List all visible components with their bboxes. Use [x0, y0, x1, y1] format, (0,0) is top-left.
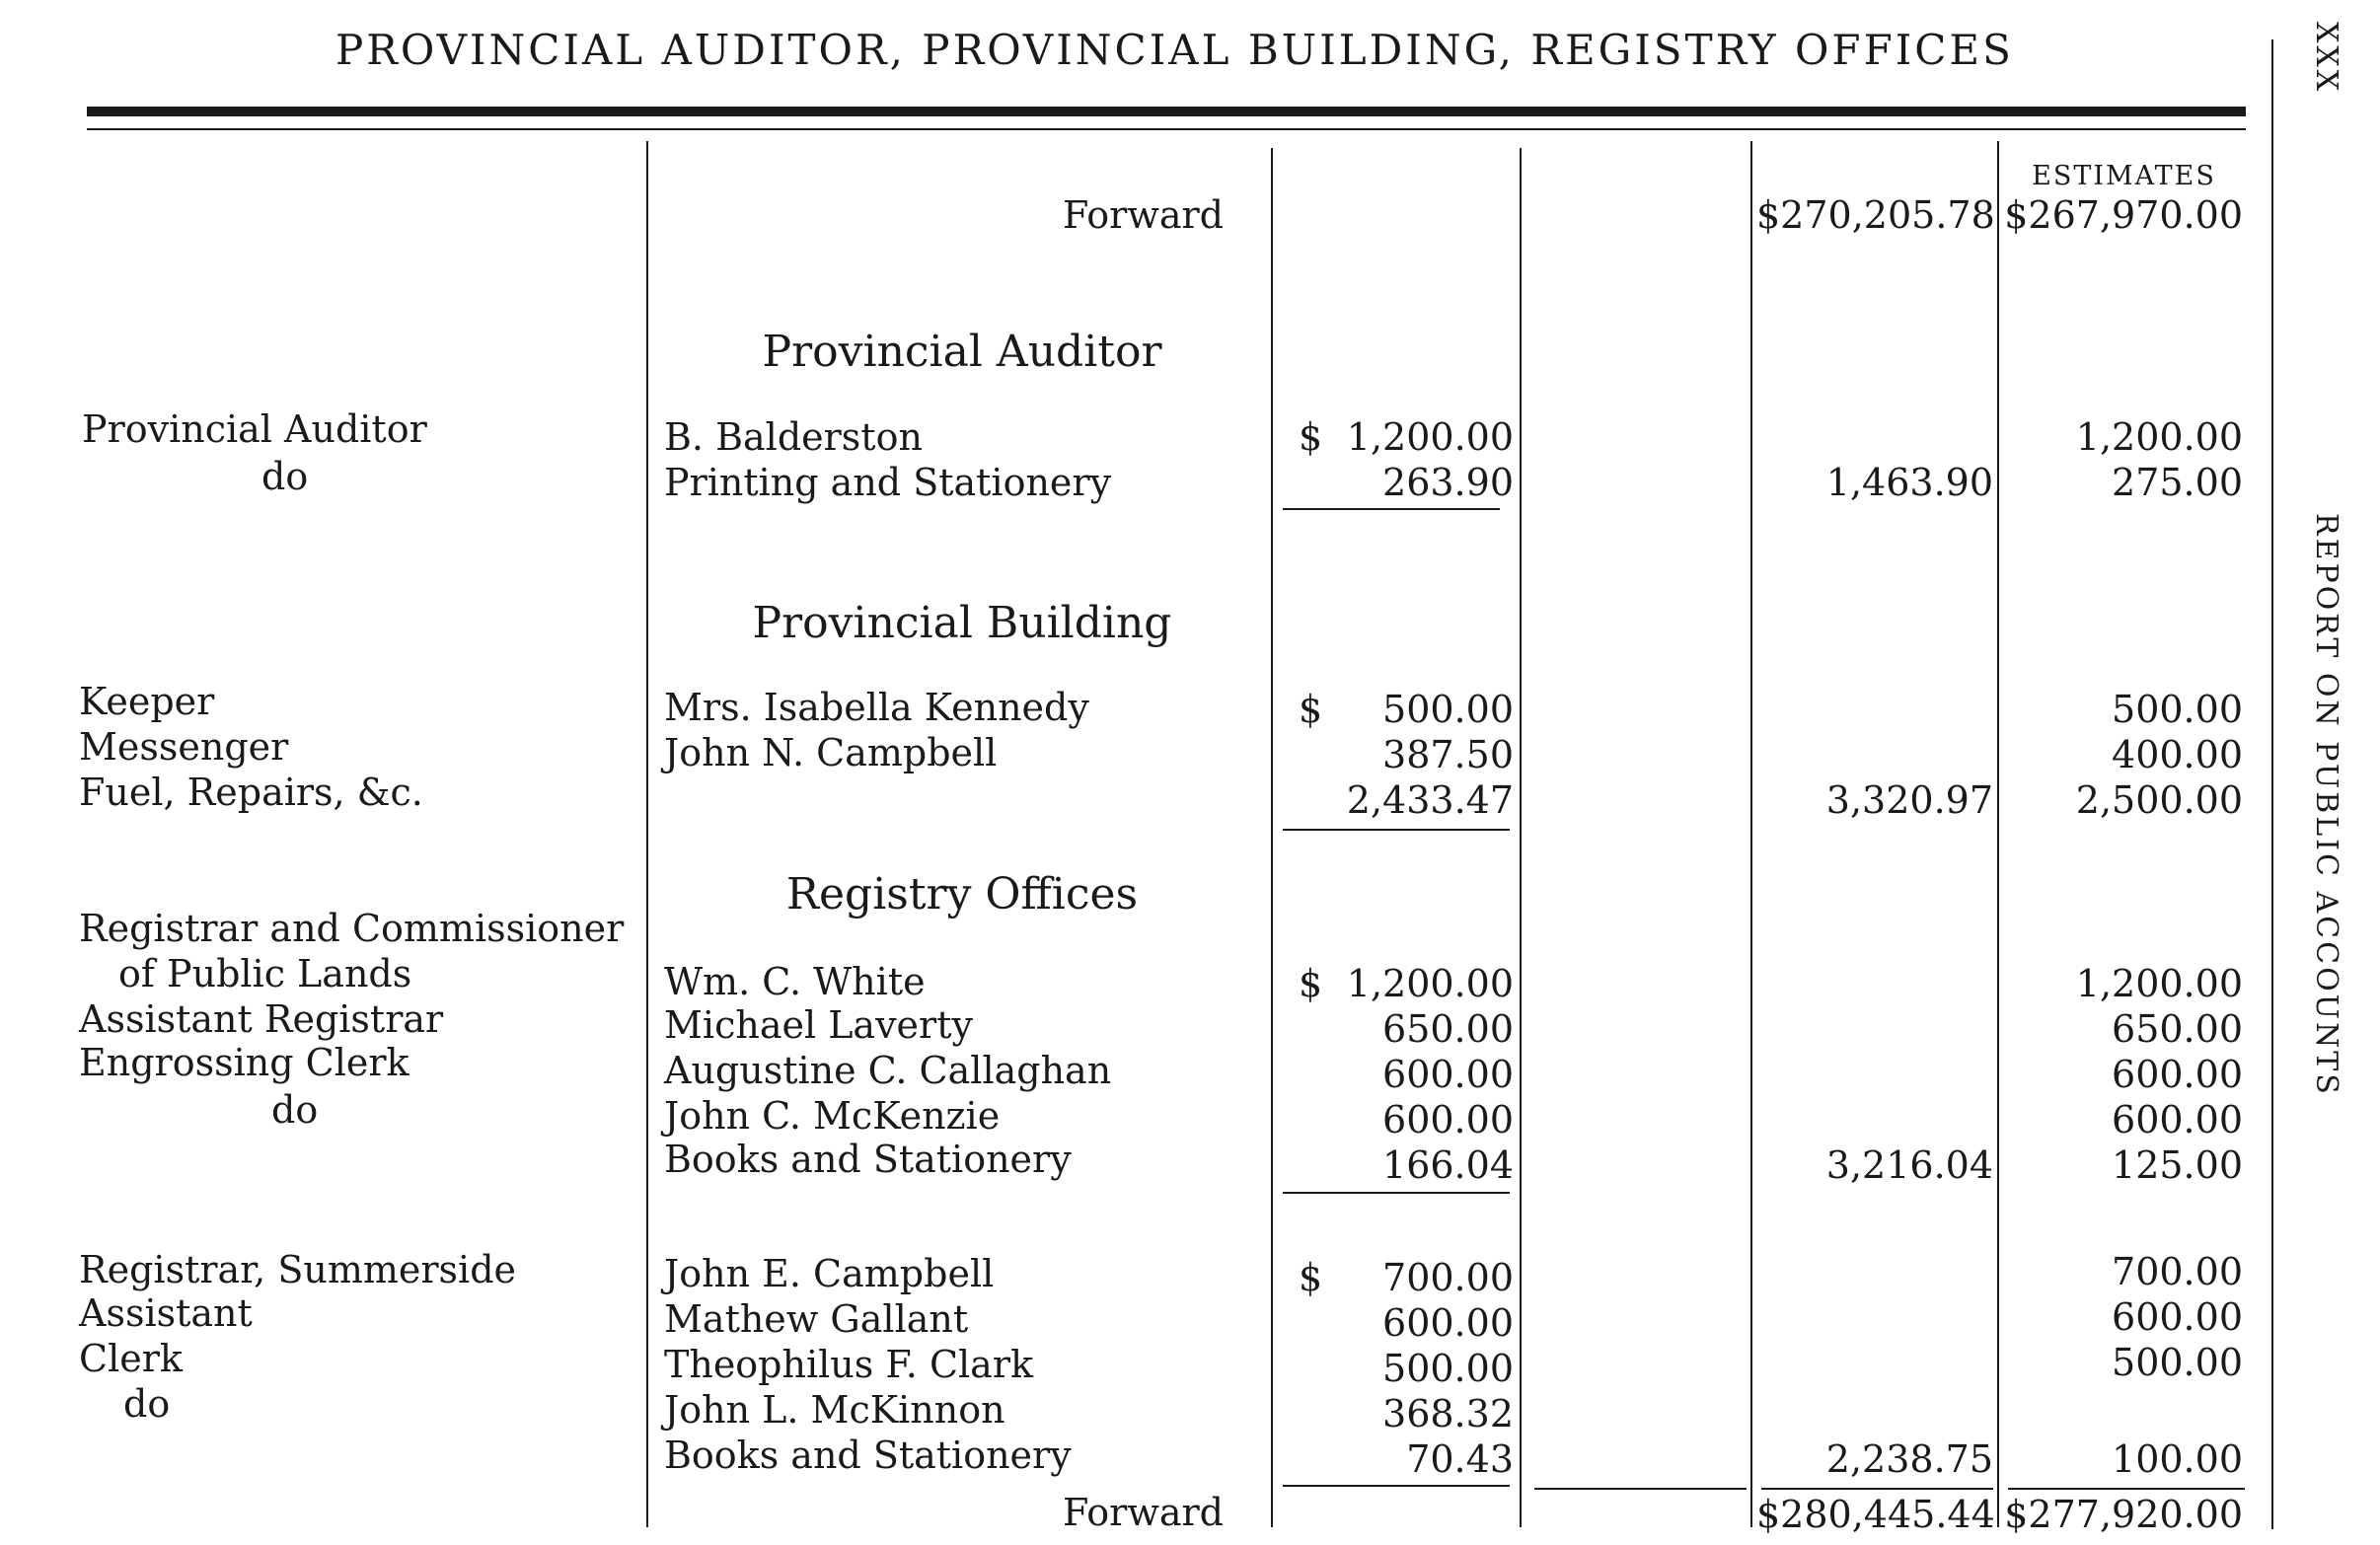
dollar-sign: $ — [1299, 962, 1323, 1005]
total-rule — [1761, 1488, 1993, 1490]
payee-name: Mrs. Isabella Kennedy — [664, 686, 1089, 729]
payee-name: Augustine C. Callaghan — [664, 1049, 1112, 1092]
payee-name: Books and Stationery — [664, 1434, 1072, 1477]
subtotal-rule — [1283, 508, 1500, 510]
estimate-amount: 125.00 — [2112, 1143, 2243, 1187]
section-title: Registry Offices — [785, 869, 1139, 920]
estimate-amount: 275.00 — [2112, 461, 2243, 504]
office-label: Provincial Auditor — [82, 407, 427, 451]
payee-name: Theophilus F. Clark — [664, 1343, 1034, 1386]
estimate-amount: 600.00 — [2112, 1098, 2243, 1141]
office-label: Registrar and Commissioner — [79, 907, 625, 950]
running-title: REPORT ON PUBLIC ACCOUNTS — [2309, 513, 2343, 1097]
forward-estimate: $277,920.00 — [2004, 1493, 2243, 1536]
forward-estimate: $267,970.00 — [2004, 193, 2243, 237]
column-separator — [1750, 141, 1752, 1527]
office-label: do — [123, 1382, 171, 1426]
forward-label: Forward — [1062, 1491, 1224, 1534]
forward-total: $280,445.44 — [1756, 1493, 1995, 1536]
estimate-amount: 1,200.00 — [2075, 415, 2243, 459]
column-separator — [646, 141, 648, 1527]
amount: 600.00 — [1382, 1053, 1514, 1096]
page-edge-rule — [2271, 39, 2273, 1529]
payee-name: Wm. C. White — [664, 960, 926, 1003]
forward-total: $270,205.78 — [1756, 193, 1995, 237]
amount: 500.00 — [1382, 688, 1514, 731]
header-rule-thick — [87, 107, 2246, 116]
estimate-amount: 500.00 — [2112, 1341, 2243, 1384]
office-label: Keeper — [79, 680, 215, 723]
section-total: 1,463.90 — [1825, 461, 1993, 504]
total-rule — [2008, 1488, 2245, 1490]
office-label: Clerk — [79, 1337, 183, 1380]
payee-name: John N. Campbell — [664, 731, 998, 774]
dollar-sign: $ — [1299, 415, 1323, 459]
amount: 600.00 — [1382, 1098, 1514, 1141]
dollar-sign: $ — [1299, 688, 1323, 731]
estimate-amount: 500.00 — [2112, 688, 2243, 731]
total-rule — [1534, 1488, 1747, 1490]
office-label: do — [261, 455, 309, 498]
office-label: Engrossing Clerk — [79, 1041, 409, 1084]
section-title: Provincial Auditor — [762, 327, 1162, 377]
column-separator — [1997, 141, 1999, 1527]
amount: 650.00 — [1382, 1007, 1514, 1051]
office-label: Assistant Registrar — [79, 997, 444, 1041]
estimate-amount: 2,500.00 — [2075, 778, 2243, 822]
estimate-amount: 650.00 — [2112, 1007, 2243, 1051]
estimate-amount: 400.00 — [2112, 733, 2243, 776]
payee-name: Books and Stationery — [664, 1138, 1072, 1181]
estimate-amount: 600.00 — [2112, 1295, 2243, 1339]
office-label: Registrar, Summerside — [79, 1248, 517, 1291]
payee-name: Michael Laverty — [664, 1003, 973, 1047]
office-label: Fuel, Repairs, &c. — [79, 771, 423, 814]
amount: 500.00 — [1382, 1347, 1514, 1390]
header-rule-thin — [87, 128, 2246, 130]
estimate-amount: 700.00 — [2112, 1250, 2243, 1293]
estimate-amount: 1,200.00 — [2075, 962, 2243, 1005]
subtotal-rule — [1283, 829, 1510, 831]
amount: 387.50 — [1382, 733, 1514, 776]
amount: 166.04 — [1382, 1143, 1514, 1187]
office-label: of Public Lands — [118, 952, 412, 995]
estimate-amount: 600.00 — [2112, 1053, 2243, 1096]
amount: 368.32 — [1382, 1392, 1514, 1435]
payee-name: John E. Campbell — [664, 1252, 995, 1295]
payee-name: Mathew Gallant — [664, 1297, 969, 1341]
amount: 70.43 — [1406, 1437, 1514, 1481]
page-title: PROVINCIAL AUDITOR, PROVINCIAL BUILDING, REGISTRY OFFICES — [335, 26, 2014, 74]
amount: 263.90 — [1382, 461, 1514, 504]
amount: 2,433.47 — [1346, 778, 1514, 822]
column-separator — [1520, 148, 1522, 1527]
section-total: 3,216.04 — [1825, 1143, 1993, 1187]
page-number: XXX — [2309, 22, 2343, 95]
amount: 1,200.00 — [1346, 962, 1514, 1005]
payee-name: Printing and Stationery — [664, 461, 1112, 504]
amount: 700.00 — [1382, 1256, 1514, 1299]
office-label: Messenger — [79, 725, 289, 769]
section-title: Provincial Building — [752, 598, 1172, 648]
forward-label: Forward — [1062, 193, 1224, 237]
subtotal-rule — [1283, 1192, 1510, 1194]
section-total: 3,320.97 — [1825, 778, 1993, 822]
office-label: Assistant — [79, 1291, 253, 1335]
estimate-amount: 100.00 — [2112, 1437, 2243, 1481]
payee-name: B. Balderston — [664, 415, 923, 459]
section-total: 2,238.75 — [1825, 1437, 1993, 1481]
amount: 1,200.00 — [1346, 415, 1514, 459]
payee-name: John C. McKenzie — [664, 1094, 1001, 1138]
office-label: do — [271, 1088, 319, 1132]
dollar-sign: $ — [1299, 1256, 1323, 1299]
payee-name: John L. McKinnon — [664, 1388, 1005, 1432]
estimates-column-label: ESTIMATES — [2032, 161, 2216, 191]
amount: 600.00 — [1382, 1301, 1514, 1345]
subtotal-rule — [1283, 1485, 1510, 1487]
